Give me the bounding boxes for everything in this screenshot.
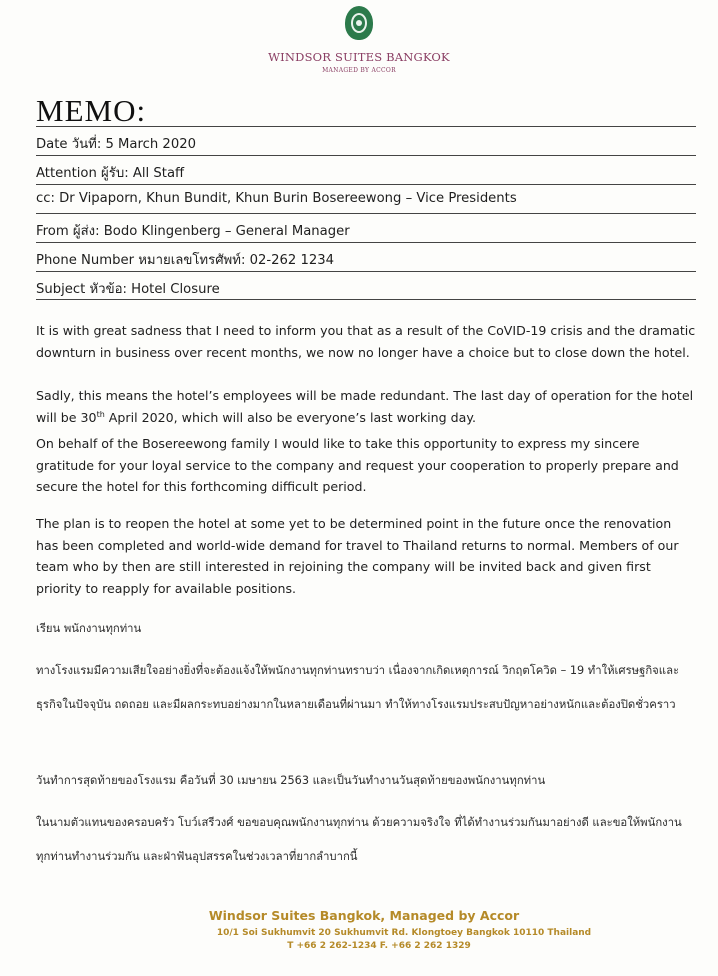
attention-field: Attention ผู้รับ: All Staff xyxy=(36,155,696,184)
thai-paragraph-3: ในนามตัวแทนของครอบครัว โบว์เสรีวงศ์ ขอขอบคุณพนักงานทุกท่าน ด้วยความจริงใจ ที่ได้ทำงานร่วมกันมาอย่างดี และขอให้พนักงานทุกท่านทำงานร่วมกัน และฝ่าฟันอุปสรรคในช่วงเวลาที่ยากลำบากนี้ xyxy=(36,816,682,863)
memo-title: MEMO: xyxy=(36,93,147,128)
subject-field: Subject หัวข้อ: Hotel Closure xyxy=(36,271,696,300)
paragraph-1: It is with great sadness that I need to inform you that as a result of the CoVID-19 crisis and the dramatic downturn in business over recent months, we now no longer have a choice but to close down the hotel. xyxy=(36,323,696,360)
brand-tagline: MANAGED BY ACCOR xyxy=(322,67,396,74)
from-field: From ผู้ส่ง: Bodo Klingenberg – General Manager xyxy=(36,213,696,242)
letterhead xyxy=(0,6,718,74)
brand-name: WINDSOR SUITES BANGKOK xyxy=(268,50,450,64)
footer-company: Windsor Suites Bangkok, Managed by Accor xyxy=(208,908,520,923)
thai-paragraph-2: วันทำการสุดท้ายของโรงแรม คือวันที่ 30 เมษายน 2563 และเป็นวันทำงานวันสุดท้ายของพนักงานทุกท่าน xyxy=(36,774,546,787)
paragraph-3: On behalf of the Bosereewong family I would like to take this opportunity to express my sincere gratitude for your loyal service to the company and request your cooperation to properly prepare and secure the hotel for this forthcoming difficult period. xyxy=(36,436,679,494)
windsor-crest-icon xyxy=(345,6,373,40)
footer-contact: T +66 2 262-1234 F. +66 2 262 1329 xyxy=(287,941,471,951)
phone-field: Phone Number หมายเลขโทรศัพท์: 02-262 1234 xyxy=(36,242,696,271)
paragraph-4: The plan is to reopen the hotel at some yet to be determined point in the future once the renovation has been completed and world-wide demand for travel to Thailand returns to normal. Members of our team who by then are still interested in rejoining the company will be invited back and given first priority to reapply for available positions. xyxy=(36,516,679,596)
date-field: Date วันที่: 5 March 2020 xyxy=(36,126,696,155)
thai-greeting: เรียน พนักงานทุกท่าน xyxy=(36,622,142,635)
cc-field: cc: Dr Vipaporn, Khun Bundit, Khun Burin Bosereewong – Vice Presidents xyxy=(36,184,696,213)
footer-address: 10/1 Soi Sukhumvit 20 Sukhumvit Rd. Klongtoey Bangkok 10110 Thailand xyxy=(216,928,592,938)
footer xyxy=(0,908,718,951)
paragraph-2: Sadly, this means the hotel’s employees will be made redundant. The last day of operation for the hotel will be 30th April 2020, which will also be everyone’s last working day. xyxy=(36,388,694,425)
thai-paragraph-1: ทางโรงแรมมีความเสียใจอย่างยิ่งที่จะต้องแจ้งให้พนักงานทุกท่านทราบว่า เนื่องจากเกิดเหตุการณ์ วิกฤตโควิด – 19 ทำให้เศรษฐกิจและธุรกิจในปัจจุบัน ถดถอย และมีผลกระทบอย่างมากในหลายเดือนที่ผ่านมา ทำให้ทางโรงแรมประสบปัญหาอย่างหนักและต้องปิดชั่วคราว xyxy=(36,664,680,711)
memo-fields xyxy=(36,126,696,300)
